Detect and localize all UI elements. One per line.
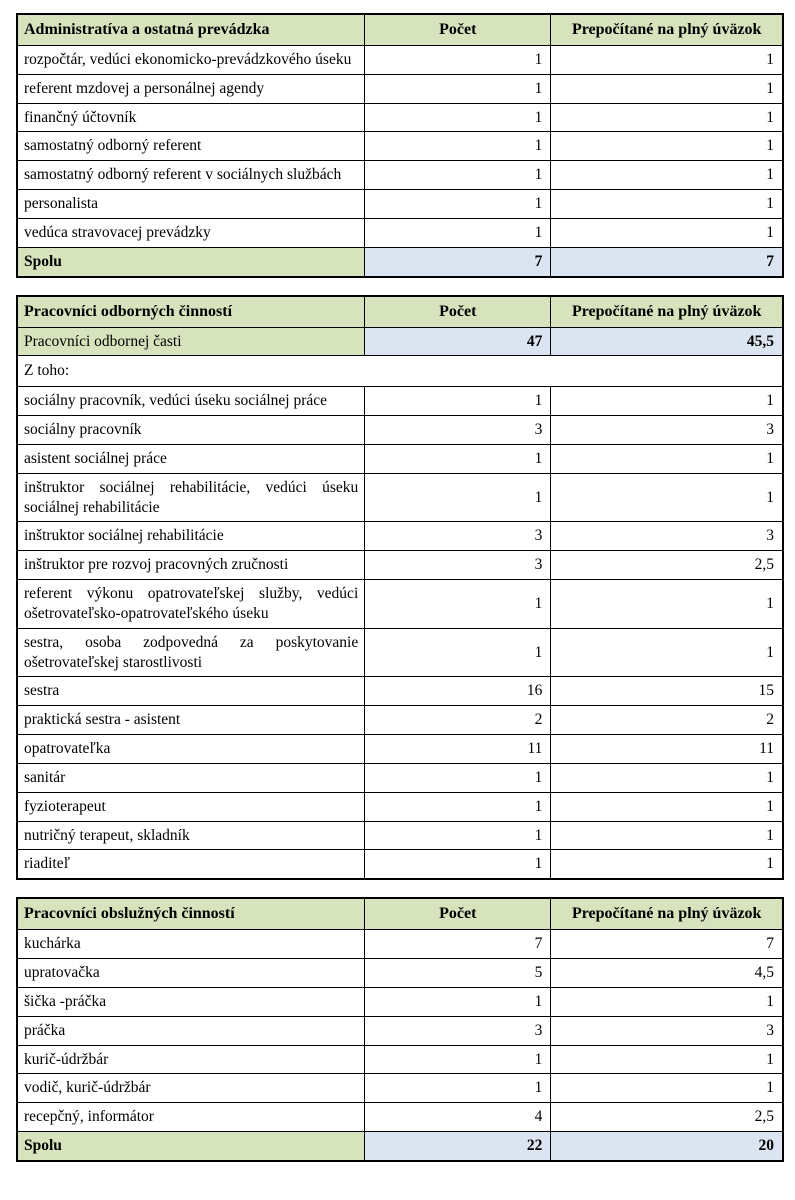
table-body — [17, 327, 783, 879]
table-row — [17, 74, 783, 103]
row-label-cell: kuchárka — [17, 930, 365, 959]
table-row — [17, 103, 783, 132]
table-row — [17, 1103, 783, 1132]
row-count-cell: 1 — [365, 161, 551, 190]
row-count-cell: 5 — [365, 959, 551, 988]
row-fte-cell: 1 — [551, 218, 783, 247]
row-label-cell: vodič, kurič-údržbár — [17, 1074, 365, 1103]
table-head — [17, 296, 783, 328]
row-label-cell: sociálny pracovník, vedúci úseku sociálnej práce — [17, 387, 365, 416]
table-title: Administratíva a ostatná prevádzka — [17, 14, 365, 46]
row-count-cell: 1 — [365, 387, 551, 416]
row-fte-cell: 1 — [551, 473, 783, 522]
staff-table — [16, 13, 784, 278]
count-column-header: Počet — [365, 14, 551, 46]
table-row — [17, 387, 783, 416]
row-label-cell: finančný účtovník — [17, 103, 365, 132]
table-row — [17, 416, 783, 445]
row-label-cell: vedúca stravovacej prevádzky — [17, 218, 365, 247]
row-count-cell: 1 — [365, 580, 551, 629]
row-label-cell: referent výkonu opatrovateľskej služby, vedúci ošetrovateľsko-opatrovateľského úseku — [17, 580, 365, 629]
row-fte-cell: 2 — [551, 706, 783, 735]
row-label-cell: kurič-údržbár — [17, 1045, 365, 1074]
summary-fte-cell: 45,5 — [551, 327, 783, 356]
row-fte-cell: 1 — [551, 74, 783, 103]
row-count-cell: 1 — [365, 821, 551, 850]
row-fte-cell: 15 — [551, 677, 783, 706]
row-fte-cell: 1 — [551, 792, 783, 821]
staff-table — [16, 295, 784, 881]
row-count-cell: 1 — [365, 987, 551, 1016]
row-count-cell: 1 — [365, 74, 551, 103]
row-fte-cell: 3 — [551, 1016, 783, 1045]
row-fte-cell: 1 — [551, 821, 783, 850]
row-label-cell: práčka — [17, 1016, 365, 1045]
table-row — [17, 551, 783, 580]
row-count-cell: 1 — [365, 628, 551, 677]
row-count-cell: 1 — [365, 132, 551, 161]
row-fte-cell: 1 — [551, 628, 783, 677]
row-fte-cell: 1 — [551, 580, 783, 629]
subheader-row — [17, 356, 783, 387]
row-count-cell: 11 — [365, 735, 551, 764]
row-label-cell: riaditeľ — [17, 850, 365, 879]
table-head — [17, 14, 783, 46]
row-fte-cell: 1 — [551, 190, 783, 219]
table-row — [17, 473, 783, 522]
row-label-cell: opatrovateľka — [17, 735, 365, 764]
row-label-cell: nutričný terapeut, skladník — [17, 821, 365, 850]
row-label-cell: praktická sestra - asistent — [17, 706, 365, 735]
row-count-cell: 1 — [365, 103, 551, 132]
summary-count-cell: 47 — [365, 327, 551, 356]
row-label-cell: samostatný odborný referent v sociálnych službách — [17, 161, 365, 190]
row-count-cell: 2 — [365, 706, 551, 735]
table-title: Pracovníci obslužných činností — [17, 898, 365, 930]
table-row — [17, 132, 783, 161]
row-count-cell: 1 — [365, 763, 551, 792]
total-fte-cell: 20 — [551, 1131, 783, 1160]
row-label-cell: sestra, osoba zodpovedná za poskytovanie ošetrovateľskej starostlivosti — [17, 628, 365, 677]
table-row — [17, 1016, 783, 1045]
row-label-cell: personalista — [17, 190, 365, 219]
row-count-cell: 3 — [365, 522, 551, 551]
row-label-cell: asistent sociálnej práce — [17, 444, 365, 473]
summary-label-cell: Pracovníci odbornej časti — [17, 327, 365, 356]
row-fte-cell: 1 — [551, 161, 783, 190]
row-label-cell: sanitár — [17, 763, 365, 792]
row-count-cell: 1 — [365, 444, 551, 473]
count-column-header: Počet — [365, 296, 551, 328]
row-count-cell: 1 — [365, 473, 551, 522]
table-row — [17, 190, 783, 219]
row-label-cell: inštruktor sociálnej rehabilitácie, vedúci úseku sociálnej rehabilitácie — [17, 473, 365, 522]
row-count-cell: 1 — [365, 1045, 551, 1074]
table-row — [17, 1074, 783, 1103]
total-count-cell: 22 — [365, 1131, 551, 1160]
table-head — [17, 898, 783, 930]
row-label-cell: rozpočtár, vedúci ekonomicko-prevádzkového úseku — [17, 46, 365, 75]
total-label-cell: Spolu — [17, 1131, 365, 1160]
row-fte-cell: 2,5 — [551, 551, 783, 580]
row-fte-cell: 3 — [551, 522, 783, 551]
row-fte-cell: 1 — [551, 1045, 783, 1074]
row-label-cell: fyzioterapeut — [17, 792, 365, 821]
row-label-cell: sociálny pracovník — [17, 416, 365, 445]
fte-column-header: Prepočítané na plný úväzok — [551, 296, 783, 328]
total-row — [17, 1131, 783, 1160]
total-label-cell: Spolu — [17, 247, 365, 276]
fte-column-header: Prepočítané na plný úväzok — [551, 898, 783, 930]
row-fte-cell: 1 — [551, 132, 783, 161]
row-count-cell: 1 — [365, 46, 551, 75]
row-count-cell: 1 — [365, 850, 551, 879]
row-label-cell: inštruktor sociálnej rehabilitácie — [17, 522, 365, 551]
table-row — [17, 161, 783, 190]
row-fte-cell: 1 — [551, 103, 783, 132]
row-fte-cell: 11 — [551, 735, 783, 764]
table-row — [17, 930, 783, 959]
table-body — [17, 930, 783, 1161]
row-count-cell: 4 — [365, 1103, 551, 1132]
table-title: Pracovníci odborných činností — [17, 296, 365, 328]
table-row — [17, 987, 783, 1016]
row-fte-cell: 1 — [551, 987, 783, 1016]
row-fte-cell: 1 — [551, 444, 783, 473]
row-count-cell: 7 — [365, 930, 551, 959]
row-count-cell: 1 — [365, 218, 551, 247]
row-count-cell: 1 — [365, 190, 551, 219]
table-row — [17, 1045, 783, 1074]
header-row — [17, 14, 783, 46]
row-fte-cell: 1 — [551, 763, 783, 792]
row-count-cell: 3 — [365, 1016, 551, 1045]
row-fte-cell: 7 — [551, 930, 783, 959]
header-row — [17, 898, 783, 930]
summary-row — [17, 327, 783, 356]
table-row — [17, 763, 783, 792]
total-row — [17, 247, 783, 276]
table-row — [17, 580, 783, 629]
row-fte-cell: 1 — [551, 850, 783, 879]
table-row — [17, 46, 783, 75]
row-label-cell: recepčný, informátor — [17, 1103, 365, 1132]
table-row — [17, 444, 783, 473]
table-row — [17, 850, 783, 879]
row-count-cell: 3 — [365, 416, 551, 445]
table-row — [17, 792, 783, 821]
row-fte-cell: 1 — [551, 387, 783, 416]
total-count-cell: 7 — [365, 247, 551, 276]
row-label-cell: samostatný odborný referent — [17, 132, 365, 161]
staff-table — [16, 897, 784, 1162]
row-label-cell: upratovačka — [17, 959, 365, 988]
row-fte-cell: 1 — [551, 46, 783, 75]
row-fte-cell: 4,5 — [551, 959, 783, 988]
subheader-cell: Z toho: — [17, 356, 783, 387]
table-body — [17, 46, 783, 277]
table-row — [17, 522, 783, 551]
row-fte-cell: 1 — [551, 1074, 783, 1103]
table-row — [17, 959, 783, 988]
row-count-cell: 1 — [365, 792, 551, 821]
row-label-cell: sestra — [17, 677, 365, 706]
table-row — [17, 735, 783, 764]
row-count-cell: 1 — [365, 1074, 551, 1103]
table-row — [17, 706, 783, 735]
row-fte-cell: 3 — [551, 416, 783, 445]
table-row — [17, 821, 783, 850]
table-row — [17, 218, 783, 247]
row-label-cell: inštruktor pre rozvoj pracovných zručnosti — [17, 551, 365, 580]
total-fte-cell: 7 — [551, 247, 783, 276]
header-row — [17, 296, 783, 328]
row-count-cell: 3 — [365, 551, 551, 580]
table-row — [17, 677, 783, 706]
table-row — [17, 628, 783, 677]
row-count-cell: 16 — [365, 677, 551, 706]
row-label-cell: šička -práčka — [17, 987, 365, 1016]
count-column-header: Počet — [365, 898, 551, 930]
row-label-cell: referent mzdovej a personálnej agendy — [17, 74, 365, 103]
fte-column-header: Prepočítané na plný úväzok — [551, 14, 783, 46]
row-fte-cell: 2,5 — [551, 1103, 783, 1132]
